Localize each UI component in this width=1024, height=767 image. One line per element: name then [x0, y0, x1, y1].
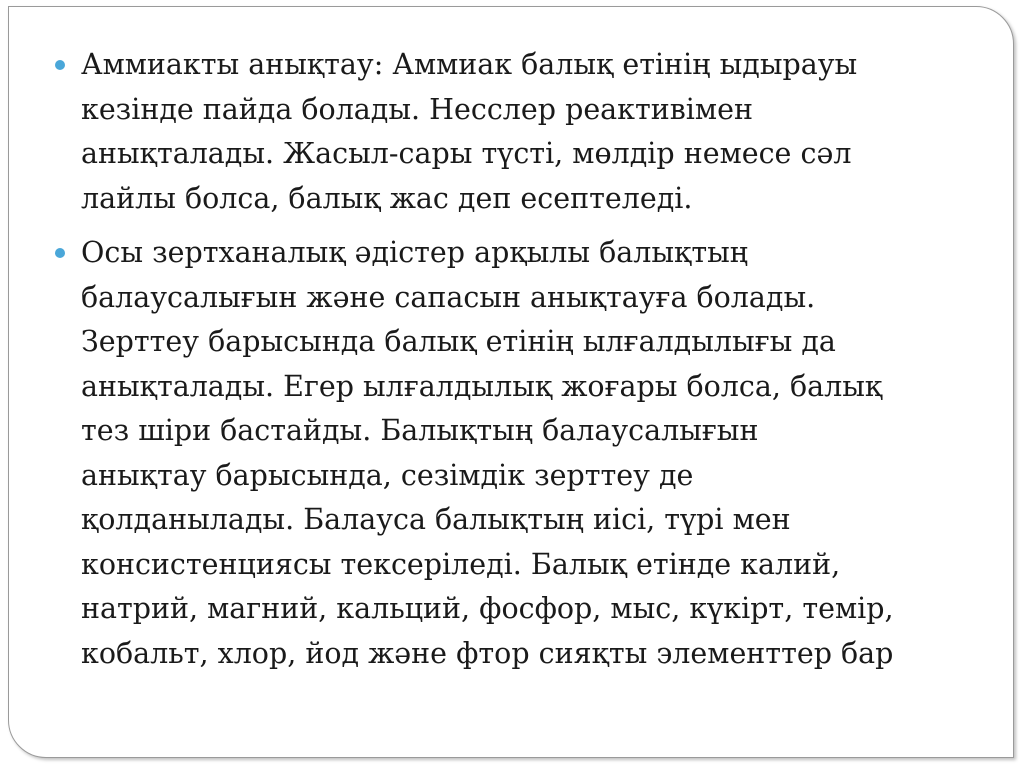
text-line: кезінде пайда болады. Несслер реактивімен [81, 92, 753, 126]
bullet-dot-icon [55, 60, 65, 70]
text-line: лайлы болса, балық жас деп есептеледі. [81, 181, 693, 215]
text-line: Аммиакты анықтау: Аммиак балық етінің ыдырауы [81, 48, 858, 81]
text-line: анықталады. Жасыл-сары түсті, мөлдір немесе сәл [81, 137, 852, 170]
text-line: Зерттеу барысында балық етінің ылғалдылығы да [81, 325, 836, 358]
slide-body [51, 43, 991, 686]
text-line: анықталады. Егер ылғалдылық жоғары болса, балық [81, 369, 883, 403]
text-line: балаусалығын және сапасын анықтауға болады. [81, 280, 816, 314]
bullet-dot-icon [55, 248, 65, 258]
slide-frame [8, 6, 1014, 758]
text-line: Осы зертханалық әдістер арқылы балықтың [81, 236, 749, 269]
bullet-item-lab-methods [51, 231, 991, 676]
text-line: қолданылады. Балауса балықтың иісі, түрі мен [81, 503, 791, 536]
bullet-item-ammonia [51, 43, 991, 221]
text-line: тез шіри бастайды. Балықтың балаусалығын [81, 414, 759, 447]
text-line: анықтау барысында, сезімдік зерттеу де [81, 458, 694, 492]
text-line: консистенциясы тексеріледі. Балық етінде калий, [81, 547, 841, 581]
text-line: кобальт, хлор, йод және фтор сияқты элементтер бар [81, 636, 894, 670]
text-line: натрий, магний, кальций, фосфор, мыс, күкірт, темір, [81, 592, 894, 625]
